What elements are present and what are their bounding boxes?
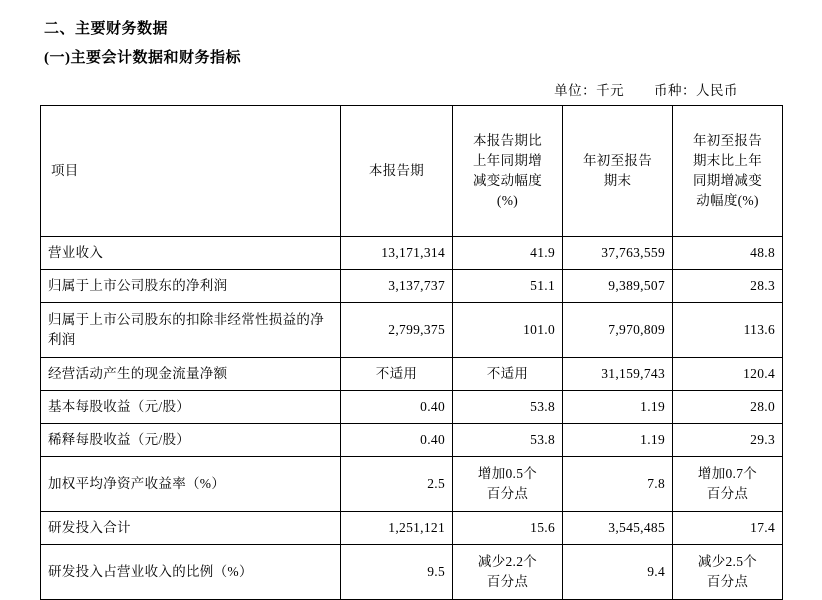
cell-report-period: 13,171,314 bbox=[341, 237, 453, 270]
cell-report-period: 0.40 bbox=[341, 391, 453, 424]
cell-ytd: 37,763,559 bbox=[563, 237, 673, 270]
header-line: 减变动幅度 bbox=[473, 173, 542, 188]
table-row bbox=[41, 457, 783, 512]
row-label: 稀释每股收益（元/股） bbox=[41, 424, 341, 457]
column-header-ytd-change bbox=[673, 106, 783, 237]
cell-line: 百分点 bbox=[706, 574, 749, 589]
row-label: 基本每股收益（元/股） bbox=[41, 391, 341, 424]
cell-change: 101.0 bbox=[453, 303, 563, 358]
column-header-item: 项目 bbox=[41, 106, 341, 237]
cell-ytd-change: 120.4 bbox=[673, 358, 783, 391]
financial-data-table bbox=[40, 105, 783, 600]
cell-report-period: 9.5 bbox=[341, 545, 453, 600]
row-label: 研发投入合计 bbox=[41, 512, 341, 545]
cell-change: 53.8 bbox=[453, 391, 563, 424]
cell-report-period: 0.40 bbox=[341, 424, 453, 457]
cell-ytd-change: 113.6 bbox=[673, 303, 783, 358]
cell-change: 15.6 bbox=[453, 512, 563, 545]
cell-ytd: 31,159,743 bbox=[563, 358, 673, 391]
cell-ytd-change: 28.0 bbox=[673, 391, 783, 424]
cell-change: 51.1 bbox=[453, 270, 563, 303]
row-label: 归属于上市公司股东的净利润 bbox=[41, 270, 341, 303]
cell-line: 百分点 bbox=[486, 486, 529, 501]
cell-ytd-change bbox=[673, 545, 783, 600]
cell-change bbox=[453, 457, 563, 512]
unit-currency-line bbox=[40, 79, 738, 99]
cell-ytd: 9.4 bbox=[563, 545, 673, 600]
header-line: 本报告期比 bbox=[473, 133, 542, 148]
header-line: 期末 bbox=[603, 173, 632, 188]
cell-ytd: 3,545,485 bbox=[563, 512, 673, 545]
cell-line: 增加0.7个 bbox=[697, 466, 758, 481]
header-line: (%) bbox=[496, 193, 519, 208]
row-label: 营业收入 bbox=[41, 237, 341, 270]
cell-report-period: 3,137,737 bbox=[341, 270, 453, 303]
cell-report-period: 2,799,375 bbox=[341, 303, 453, 358]
cell-change bbox=[453, 545, 563, 600]
table-row bbox=[41, 237, 783, 270]
column-header-change bbox=[453, 106, 563, 237]
row-label: 归属于上市公司股东的扣除非经常性损益的净利润 bbox=[41, 303, 341, 358]
cell-change: 41.9 bbox=[453, 237, 563, 270]
header-line: 年初至报告 bbox=[583, 153, 652, 168]
column-header-report-period: 本报告期 bbox=[341, 106, 453, 237]
subsection-heading: (一)主要会计数据和财务指标 bbox=[44, 50, 241, 66]
cell-report-period: 1,251,121 bbox=[341, 512, 453, 545]
header-line: 期末比上年 bbox=[693, 153, 762, 168]
header-line: 同期增减变 bbox=[693, 173, 762, 188]
table-row bbox=[41, 545, 783, 600]
row-label: 研发投入占营业收入的比例（%） bbox=[41, 545, 341, 600]
table-row bbox=[41, 358, 783, 391]
row-label: 经营活动产生的现金流量净额 bbox=[41, 358, 341, 391]
cell-ytd-change: 17.4 bbox=[673, 512, 783, 545]
header-line: 年初至报告 bbox=[693, 133, 762, 148]
cell-line: 减少2.5个 bbox=[697, 554, 758, 569]
section-heading: 二、主要财务数据 bbox=[44, 21, 169, 37]
currency-label: 币种：人民币 bbox=[654, 83, 738, 98]
cell-ytd: 1.19 bbox=[563, 424, 673, 457]
cell-ytd-change: 29.3 bbox=[673, 424, 783, 457]
cell-ytd-change: 48.8 bbox=[673, 237, 783, 270]
cell-line: 增加0.5个 bbox=[477, 466, 538, 481]
cell-ytd-change: 28.3 bbox=[673, 270, 783, 303]
table-body bbox=[41, 237, 783, 600]
cell-ytd-change bbox=[673, 457, 783, 512]
table-row bbox=[41, 391, 783, 424]
table-row bbox=[41, 424, 783, 457]
header-line: 上年同期增 bbox=[473, 153, 542, 168]
cell-line: 百分点 bbox=[706, 486, 749, 501]
table-row bbox=[41, 512, 783, 545]
cell-ytd: 1.19 bbox=[563, 391, 673, 424]
table-header bbox=[41, 106, 783, 237]
table-row bbox=[41, 270, 783, 303]
cell-ytd: 7.8 bbox=[563, 457, 673, 512]
header-line: 动幅度(%) bbox=[696, 193, 759, 208]
cell-ytd: 7,970,809 bbox=[563, 303, 673, 358]
cell-report-period: 2.5 bbox=[341, 457, 453, 512]
cell-change: 不适用 bbox=[453, 358, 563, 391]
row-label: 加权平均净资产收益率（%） bbox=[41, 457, 341, 512]
table-header-row bbox=[41, 106, 783, 237]
cell-report-period: 不适用 bbox=[341, 358, 453, 391]
column-header-ytd bbox=[563, 106, 673, 237]
cell-ytd: 9,389,507 bbox=[563, 270, 673, 303]
table-row bbox=[41, 303, 783, 358]
cell-change: 53.8 bbox=[453, 424, 563, 457]
cell-line: 百分点 bbox=[486, 574, 529, 589]
unit-label: 单位：千元 bbox=[554, 83, 625, 98]
cell-line: 减少2.2个 bbox=[477, 554, 538, 569]
